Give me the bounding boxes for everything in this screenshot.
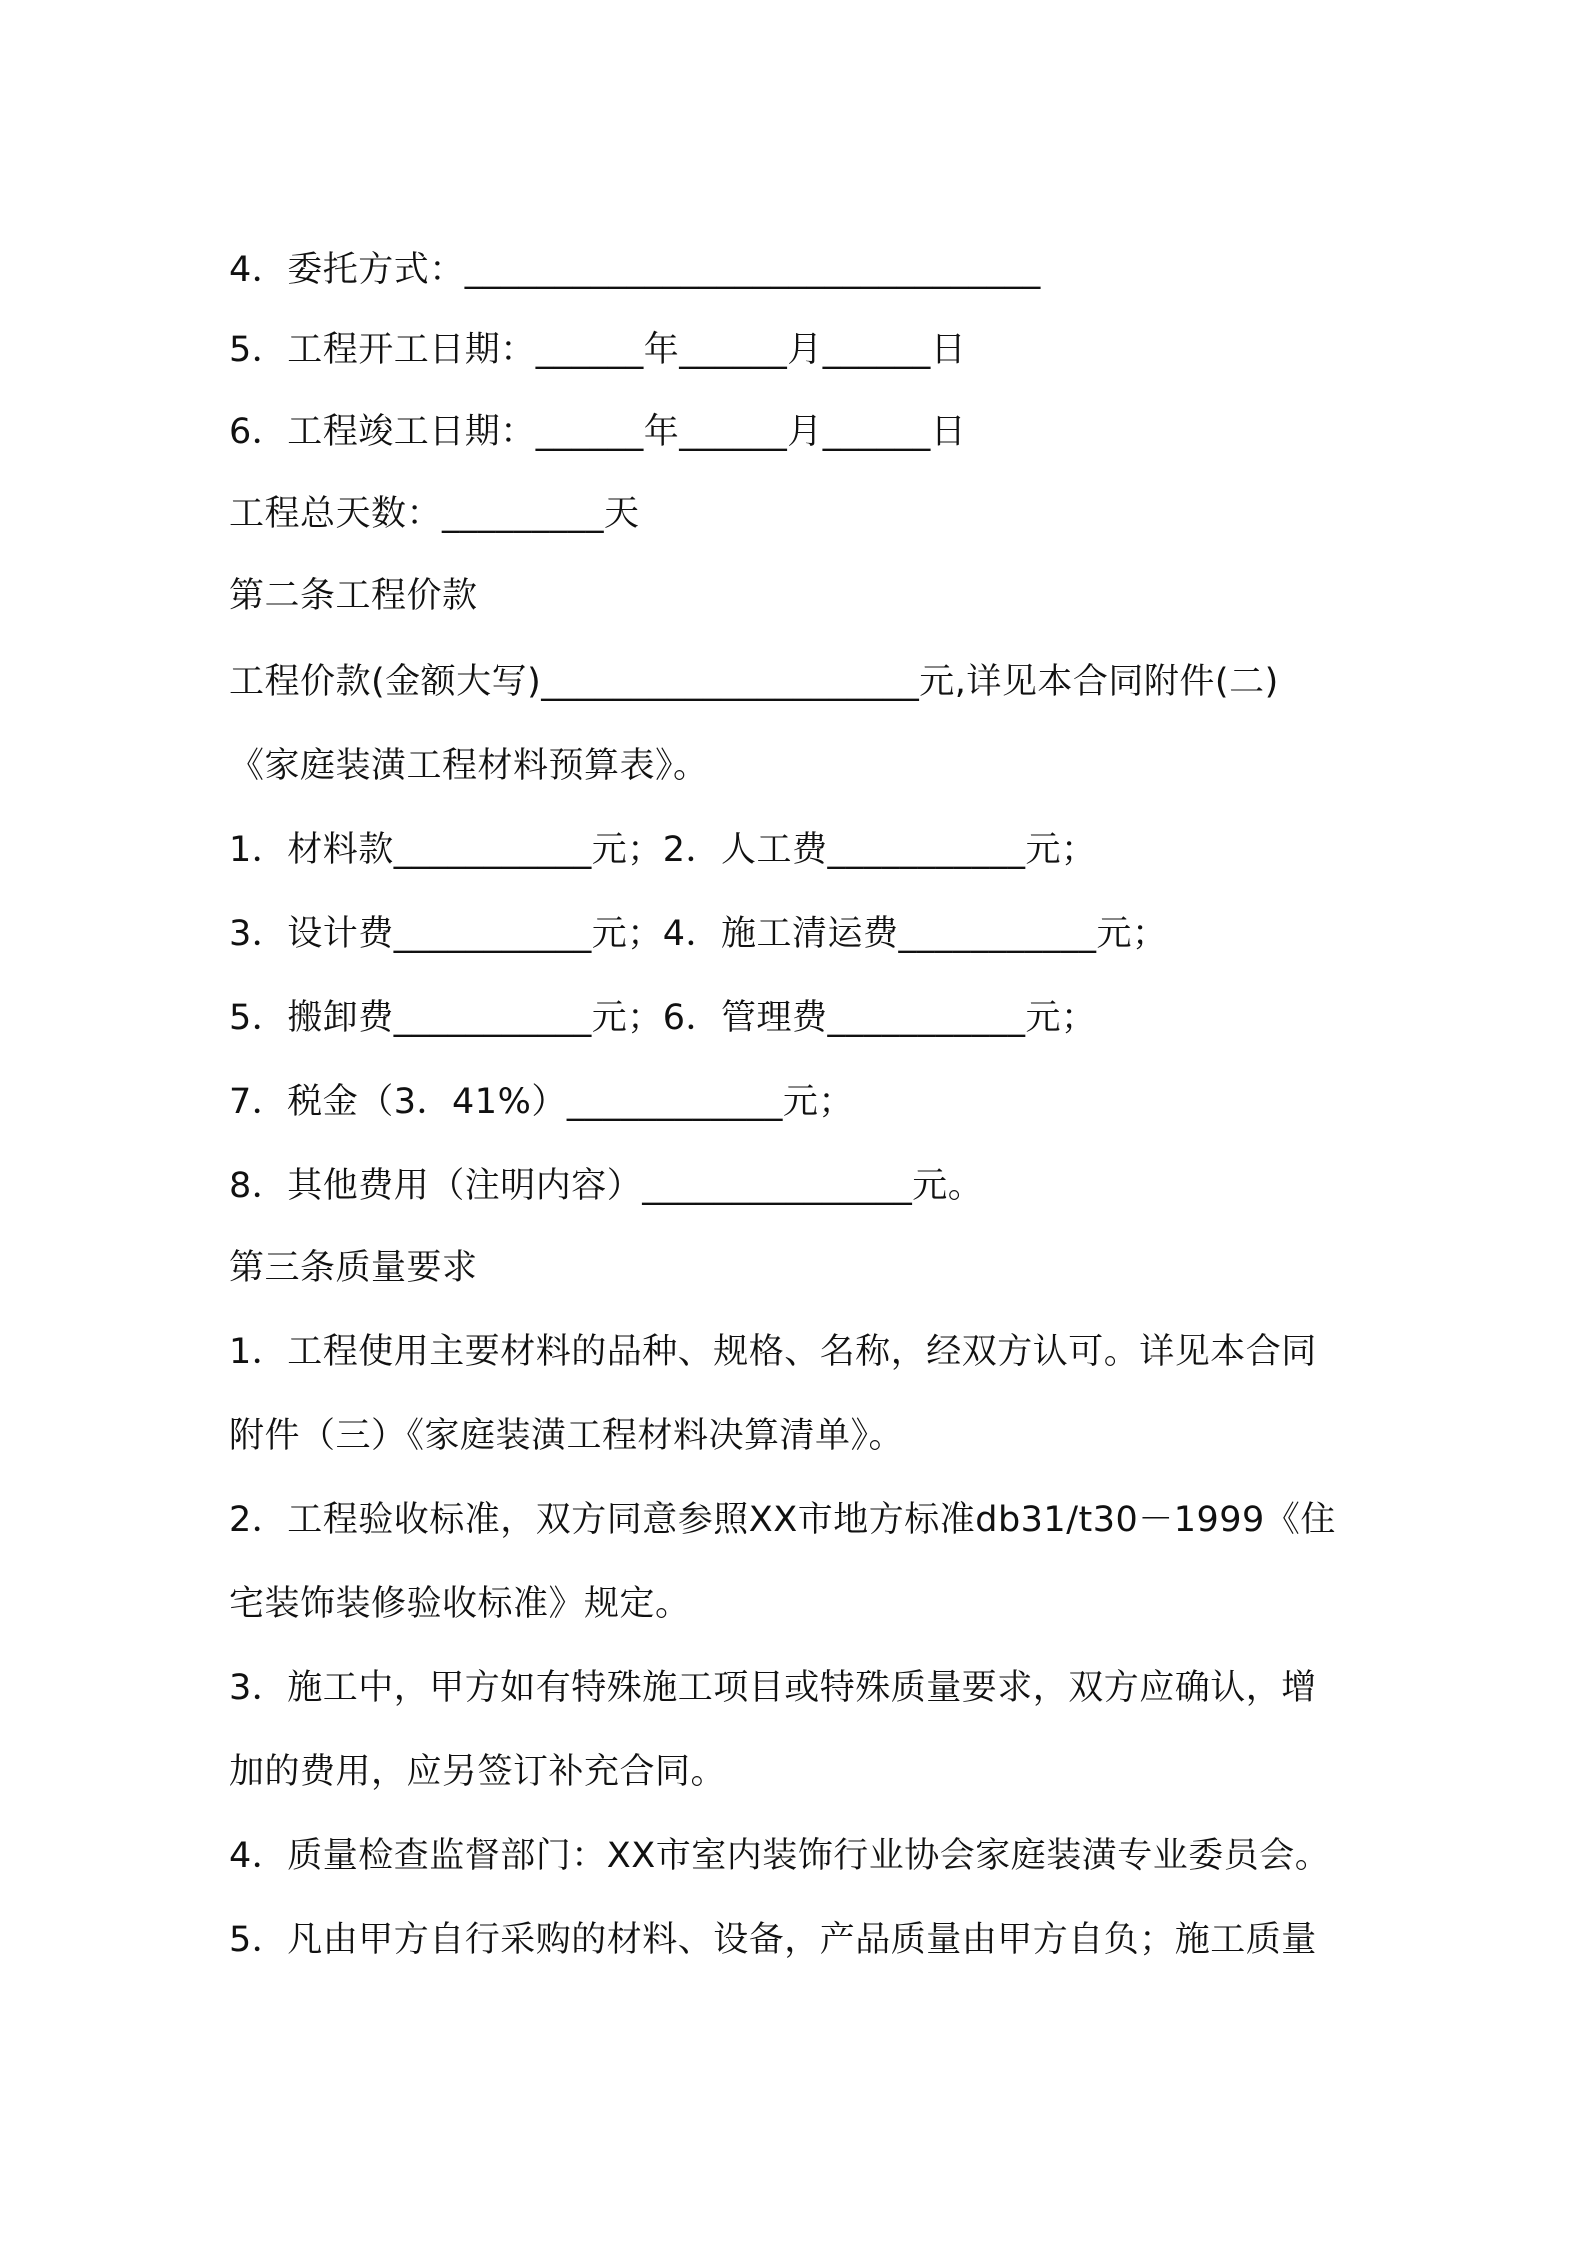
- item-total-days: 工程总天数：_________天: [229, 494, 640, 534]
- section-heading-quality: 第三条质量要求: [229, 1248, 478, 1288]
- quality-item-5-line-1: 5．凡由甲方自行采购的材料、设备，产品质量由甲方自负；施工质量: [229, 1920, 1317, 1960]
- fee-row-tax: 7．税金（3．41%）____________元；: [229, 1082, 854, 1122]
- fee-row-other: 8．其他费用（注明内容）_______________元。: [229, 1166, 984, 1206]
- quality-item-2-line-1: 2．工程验收标准，双方同意参照XX市地方标准db31/t30－1999《住: [229, 1500, 1336, 1540]
- fee-row-2: 3．设计费___________元；4．施工清运费___________元；: [229, 914, 1168, 954]
- price-paragraph-line-2: 《家庭装潢工程材料预算表》。: [229, 746, 709, 786]
- quality-item-2-line-2: 宅装饰装修验收标准》规定。: [229, 1584, 691, 1624]
- quality-item-1-line-1: 1．工程使用主要材料的品种、规格、名称，经双方认可。详见本合同: [229, 1332, 1317, 1372]
- price-paragraph-line-1: 工程价款(金额大写)_____________________元,详见本合同附件(二): [229, 662, 1279, 702]
- item-start-date: 5．工程开工日期：______年______月______日: [229, 330, 967, 370]
- fee-row-1: 1．材料款___________元；2．人工费___________元；: [229, 830, 1097, 870]
- quality-item-3-line-1: 3．施工中，甲方如有特殊施工项目或特殊质量要求，双方应确认，增: [229, 1668, 1317, 1708]
- quality-item-4: 4．质量检查监督部门：XX市室内装饰行业协会家庭装潢专业委员会。: [229, 1836, 1331, 1876]
- quality-item-3-line-2: 加的费用，应另签订补充合同。: [229, 1752, 727, 1792]
- section-heading-price: 第二条工程价款: [229, 576, 478, 616]
- fee-row-3: 5．搬卸费___________元；6．管理费___________元；: [229, 998, 1097, 1038]
- quality-item-1-line-2: 附件（三）《家庭装潢工程材料决算清单》。: [229, 1416, 905, 1456]
- item-completion-date: 6．工程竣工日期：______年______月______日: [229, 412, 967, 452]
- item-commission-method: 4．委托方式：________________________________: [229, 250, 1041, 290]
